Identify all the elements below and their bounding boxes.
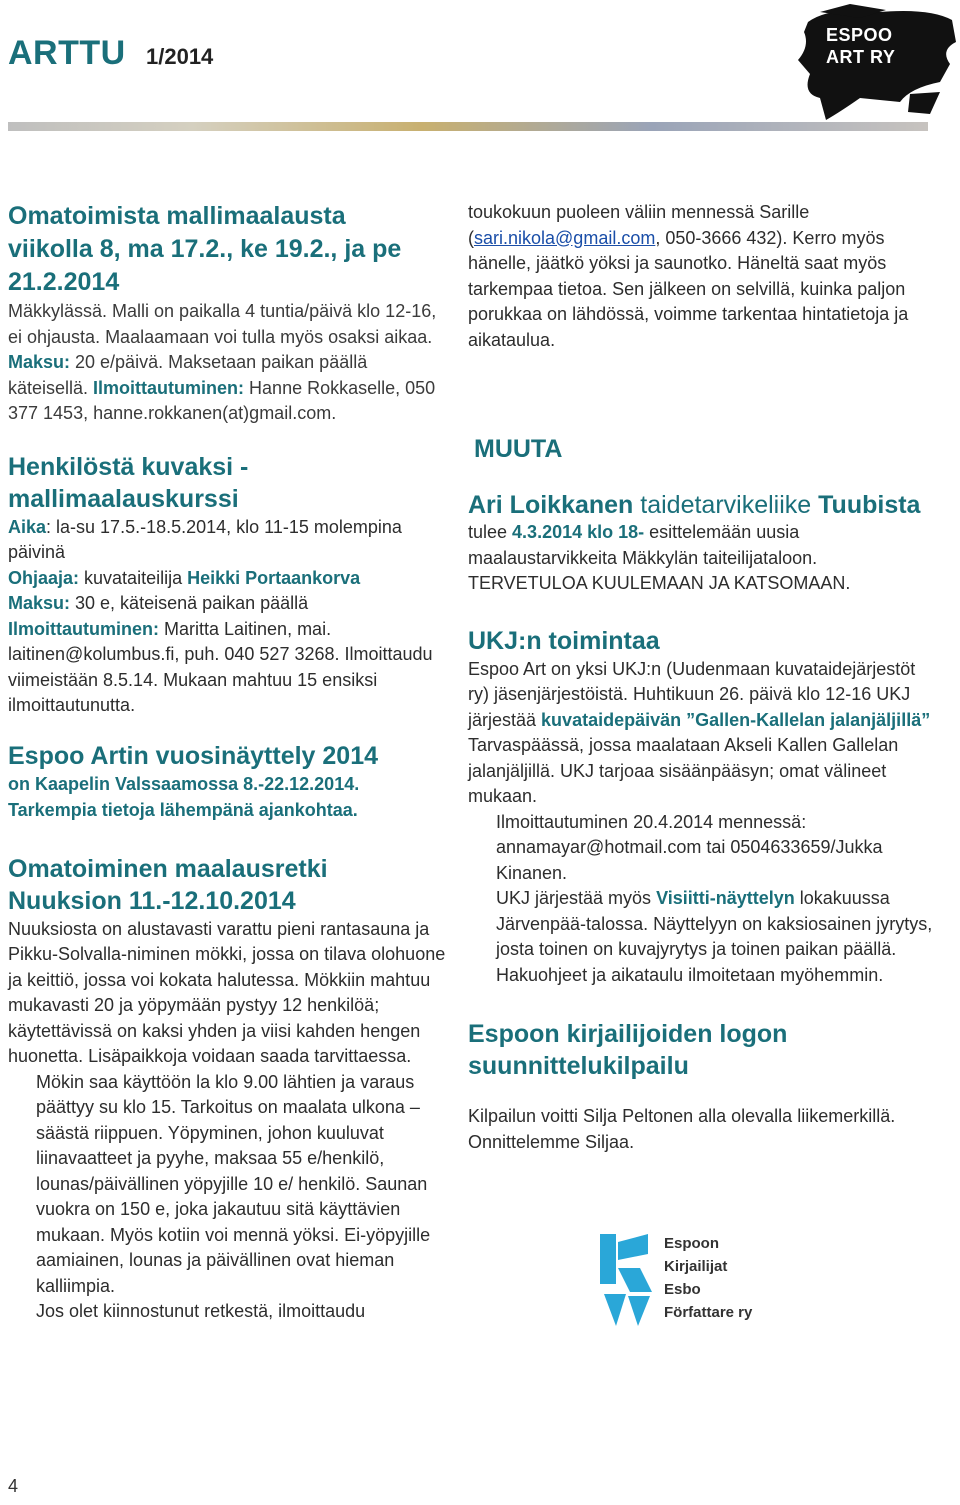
ari-date: 4.3.2014 klo 18- <box>512 522 645 542</box>
maalausretki-p1: Nuuksiosta on alustavasti varattu pieni rantasauna ja Pikku-Solvalla-niminen mökki, jossa on tilava olohuone ja keittiö, jossa voi kokata halutessa. Mökkiin mahtuu mukavasti 20 ja yöpymään pystyy 12 henkilöä; käytettävissä on kaksi yhden ja viisi kahden hengen huonetta. Lisäpaikkoja voidaan saada tarvittaessa. <box>8 918 446 1066</box>
retki-continuation <box>468 200 928 353</box>
ekl-line-1: Espoon <box>664 1235 719 1252</box>
ekl-line-2: Kirjailijat <box>664 1258 728 1275</box>
ukj-title: UKJ:n toimintaa <box>468 626 660 655</box>
ilmoittautuminen-label: Ilmoittautuminen: <box>93 377 245 398</box>
section-title-kurssi: Henkilöstä kuvaksi - mallimaalauskurssi <box>8 452 249 513</box>
maksu-label: Maksu: <box>8 352 71 372</box>
kurssi-maksu-text: 30 e, käteisenä paikan päällä <box>70 593 309 613</box>
section-ari <box>468 490 960 597</box>
ukj-p1-b: Tarvaspäässä, jossa maalataan Akseli Kallen Gallelan jalanjäljillä. UKJ tarjoaa sisäänpääsyn; omat välineet mukaan. <box>468 735 899 806</box>
continuation-text-a: toukokuun puoleen väliin mennessä Sarille ( <box>468 202 810 248</box>
kirjailijat-title: Espoon kirjailijoiden logon suunnittelukilpailu <box>468 1020 788 1080</box>
ukj-p1 <box>468 657 938 810</box>
ari-text-b: esittelemään uusia maalaustarvikkeita Mäkkylän taiteilijataloon. <box>468 522 818 568</box>
ari-mid: taidetarvikeliike <box>633 491 819 519</box>
mallimaalaus-text <box>8 299 448 427</box>
right-column <box>468 200 960 1155</box>
ukj-p3-a: UKJ järjestää myös <box>496 888 657 908</box>
kirjailijat-text: Kilpailun voitti Silja Peltonen alla olevalla liikemerkillä. Onnittelemme Siljaa. <box>468 1106 896 1152</box>
maalausretki-p3: Jos olet kiinnostunut retkestä, ilmoittaudu <box>36 1301 366 1321</box>
maalausretki-p2: Mökin saa käyttöön la klo 9.00 lähtien ja varaus päättyy su klo 15. Tarkoitus on maalata ulkona – säästä riippuen. Yöpyminen, johon kuuluvat liinavaatteet ja pyyhe, maksaa 55 e/henkilö, lounas/päivällinen yöpyjille 10 e/ henkilö. Saunan vuokra on 150 e, joka jakautuu sitä käyttävien mukaan. Myös kotiin voi mennä yöksi. Ei-yöpyjille aamiainen, lounas ja päivällinen ovat hieman kalliimpia. <box>36 1071 431 1296</box>
section-title-vuosinayttely: Espoo Artin vuosinäyttely 2014 <box>8 741 379 770</box>
ohjaaja-text: kuvataiteilija <box>79 567 188 588</box>
section-vuosinayttely <box>8 741 448 823</box>
espoon-kirjailijat-logo <box>596 1232 786 1332</box>
ukj-p1-a: Espoo Art on yksi UKJ:n (Uudenmaan kuvataidejärjestöt ry) jäsenjärjestöistä. Huhtikuun 26. päivä klo 12-16 UKJ järjestää <box>468 658 916 730</box>
logo-line-1: ESPOO <box>826 25 893 45</box>
aika-label: Aika <box>8 516 47 537</box>
ukj-event-name: kuvataidepäivän ”Gallen-Kallelan jalanjäljillä” <box>541 709 931 730</box>
ukj-p3 <box>468 886 946 988</box>
ohjaaja-label: Ohjaaja: <box>8 567 80 588</box>
ari-text <box>468 520 948 597</box>
kurssi-ilmoittautuminen-text: Maritta Laitinen, mai. laitinen@kolumbus.fi, puh. 040 527 3268. Ilmoittaudu viimeistään 8.5.14. Mukaan mahtuu 15 ensiksi ilmoittautunutta. <box>8 618 433 715</box>
maksu-text: 20 e/päivä. Maksetaan paikan päällä käteisellä. <box>8 352 368 398</box>
ekl-line-3: Esbo <box>664 1281 701 1298</box>
ekl-line-4: Författare ry <box>664 1304 753 1321</box>
aika-text: : la-su 17.5.-18.5.2014, klo 11-15 molempina päivinä <box>8 516 402 562</box>
ilmoittautuminen-text: Hanne Rokkaselle, 050 377 1453, hanne.rokkanen(at)gmail.com. <box>8 377 436 423</box>
section-ukj <box>468 625 960 989</box>
continuation-text-b: , 050-3666 432). Kerro myös hänelle, jäätkö yöksi ja saunotko. Häneltä saat myös tarkempaa tietoa. Sen jälkeen on selvillä, kuinka paljon porukkaa on lähdössä, voimme tarkentaa hintatietoja ja aikataulua. <box>468 227 909 350</box>
kurssi-maksu-label: Maksu: <box>8 593 71 613</box>
page-number: 4 <box>8 1476 19 1496</box>
left-column <box>8 200 448 1325</box>
section-kirjailijat <box>468 1018 960 1155</box>
visiitti-nayttely: Visiitti-näyttelyn <box>656 888 795 908</box>
logo-line-2: ART RY <box>826 47 896 67</box>
sari-email-link[interactable]: sari.nikola@gmail.com <box>474 227 656 248</box>
section-kurssi <box>8 451 448 719</box>
section-mallimaalaus <box>8 200 448 427</box>
vuosinayttely-place: on Kaapelin Valssaamossa 8.-22.12.2014. <box>8 773 360 794</box>
masthead-title: ARTTU <box>8 34 126 72</box>
section-title-maalausretki: Omatoiminen maalausretki Nuuksion 11.-12.10.2014 <box>8 854 328 915</box>
muuta-heading: MUUTA <box>474 435 563 463</box>
kurssi-ilmoittautuminen-label: Ilmoittautuminen: <box>8 618 159 639</box>
espoo-art-logo <box>790 2 960 124</box>
header-divider-bar <box>8 122 928 131</box>
ukj-p3-b: lokakuussa Järvenpää-talossa. Näyttelyyn on kaksiosainen jyrytys, josta toinen on kuvajyrytys ja toinen paikan päällä. Hakuohjeet ja aikataulu ilmoitetaan myöhemmin. <box>496 888 933 985</box>
section-maalausretki <box>8 853 448 1325</box>
ari-title <box>468 490 960 520</box>
ari-text-a: tulee <box>468 522 513 542</box>
ari-welcome: TERVETULOA KUULEMAAN JA KATSOMAAN. <box>468 573 851 593</box>
ohjaaja-name: Heikki Portaankorva <box>187 567 361 588</box>
ari-shop: Tuubista <box>818 491 921 519</box>
kurssi-text <box>8 515 448 719</box>
vuosinayttely-note: Tarkempia tietoja lähempänä ajankohtaa. <box>8 799 358 820</box>
mallimaalaus-intro: Mäkkylässä. Malli on paikalla 4 tuntia/päivä klo 12-16, ei ohjausta. Maalaamaan voi tulla myös osaksi aikaa. <box>8 301 437 347</box>
ukj-p2: Ilmoittautuminen 20.4.2014 mennessä: annamayar@hotmail.com tai 0504633659/Jukka Kinanen. <box>496 811 883 883</box>
issue-number: 1/2014 <box>146 44 214 69</box>
section-title-mallimaalaus: Omatoimista mallimaalausta viikolla 8, ma 17.2., ke 19.2., ja pe 21.2.2014 <box>8 202 402 296</box>
ari-name: Ari Loikkanen <box>468 491 634 519</box>
k-letter-logo-icon <box>596 1232 656 1328</box>
